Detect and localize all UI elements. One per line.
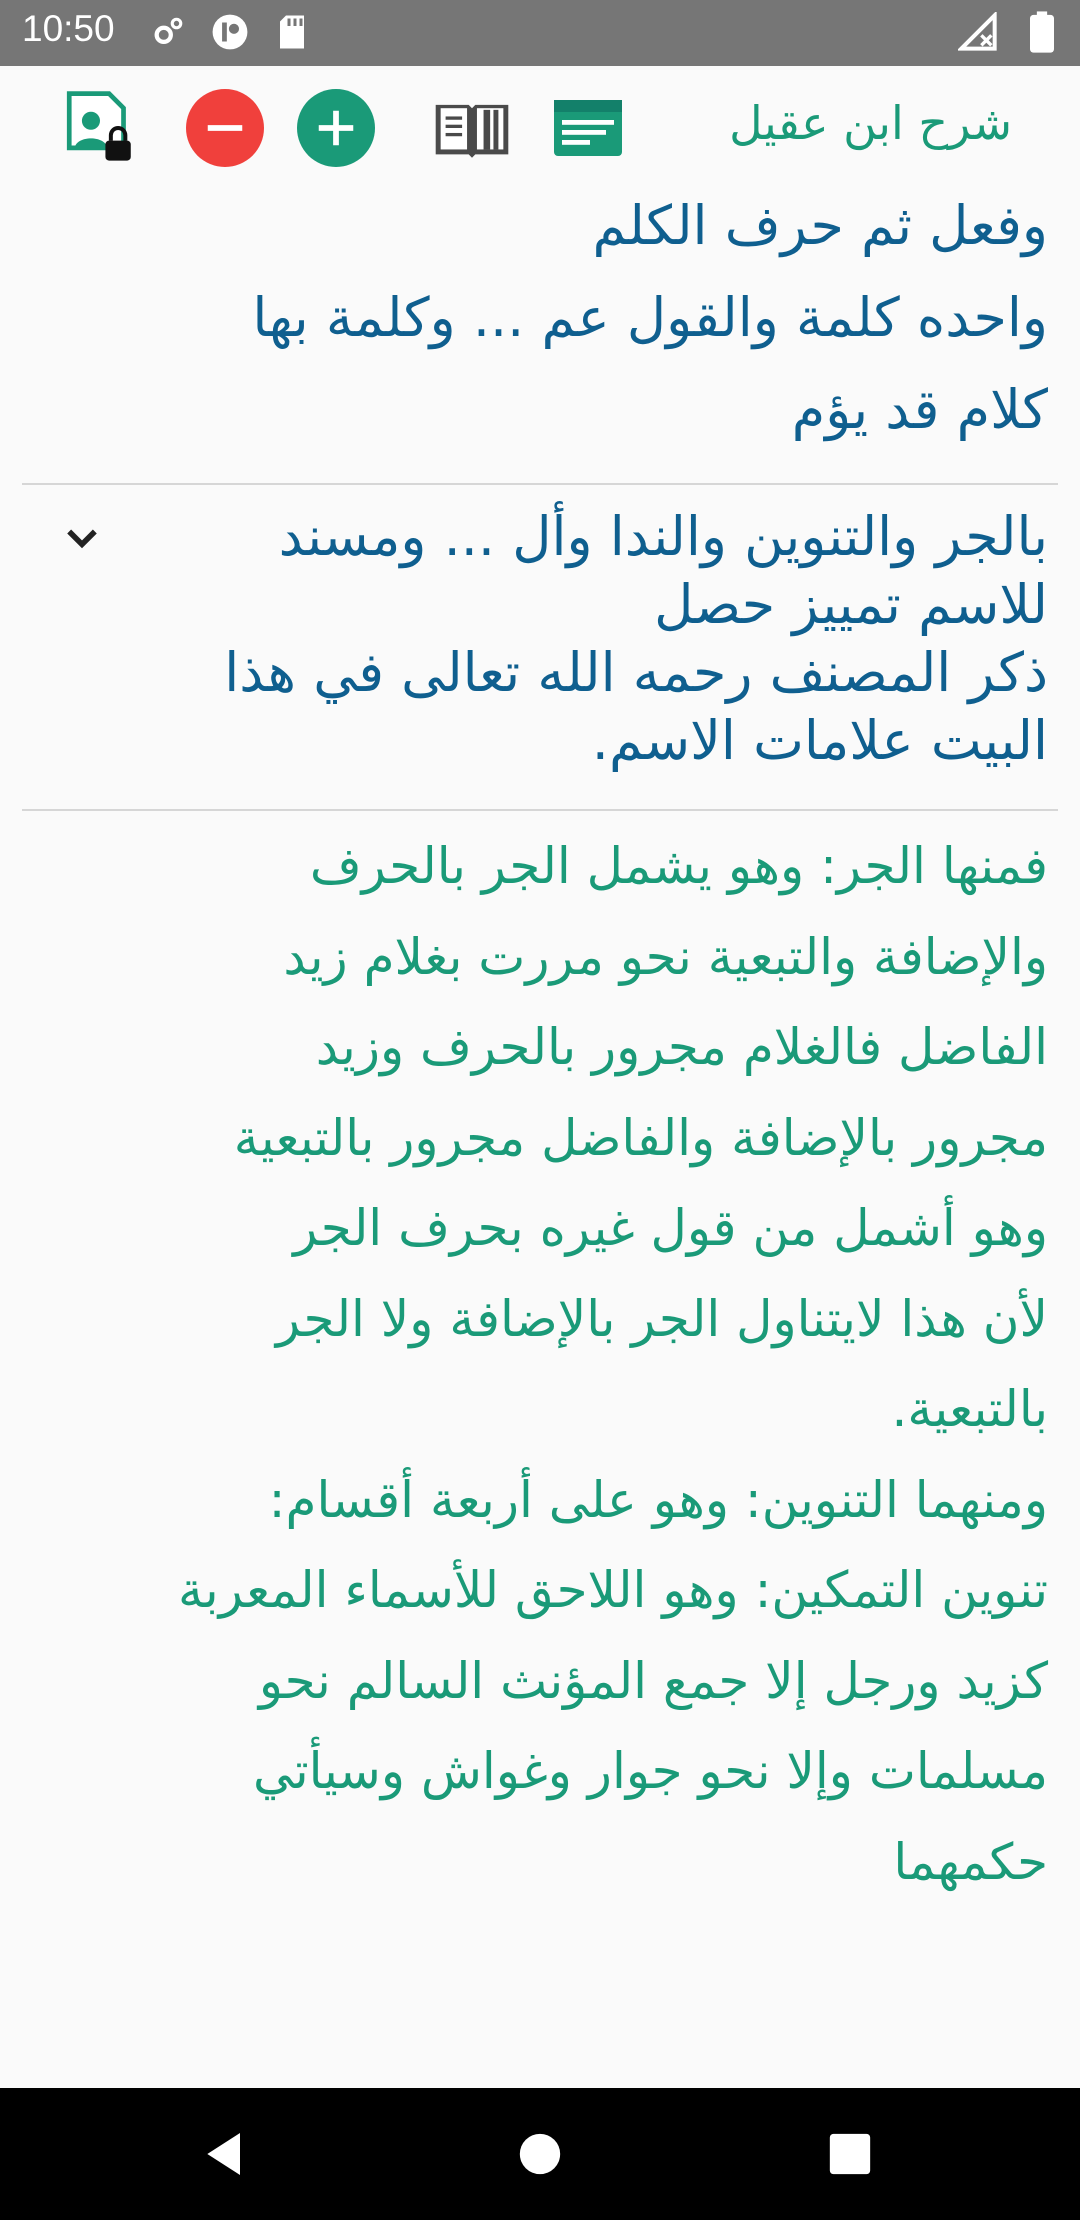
matn-text: بالجر والتنوين والندا وأل ... ومسند للاسم تمييز حصل ذكر المصنف رحمه الله تعالى في هذا البيت علامات الاسم.: [224, 505, 1048, 772]
list-view-icon[interactable]: [550, 96, 626, 160]
signal-icon: [958, 10, 998, 54]
sharh-commentary-block[interactable]: [22, 811, 1058, 1907]
chevron-down-icon[interactable]: [60, 515, 104, 559]
sd-card-icon: [272, 10, 312, 54]
status-bar: [0, 0, 1080, 66]
settings-icon: [148, 10, 188, 54]
account-icon: [210, 10, 250, 54]
reader-content: [22, 180, 1058, 1907]
navigation-bar: [0, 2088, 1080, 2220]
home-button[interactable]: [502, 2116, 578, 2192]
plus-icon: [313, 105, 359, 151]
book-icon[interactable]: [432, 90, 512, 166]
matn-verse-block[interactable]: [22, 485, 1058, 809]
recents-button[interactable]: [812, 2116, 888, 2192]
locked-profile-icon[interactable]: [60, 88, 140, 168]
back-button[interactable]: [188, 2116, 264, 2192]
plus-button[interactable]: [297, 89, 375, 167]
battery-icon: [1022, 10, 1062, 54]
matn-text: وفعل ثم حرف الكلم واحده كلمة والقول عم ... وكلمة بها كلام قد يؤم: [252, 194, 1048, 441]
matn-verse-block[interactable]: [22, 180, 1058, 483]
recents-icon: [828, 2132, 872, 2176]
back-icon: [198, 2126, 254, 2182]
status-time: 10:50: [22, 8, 115, 49]
sharh-text: فمنها الجر: وهو يشمل الجر بالحرف والإضافة والتبعية نحو مررت بغلام زيد الفاضل فالغلام مجرور بالحرف وزيد مجرور بالإضافة والفاضل مجرور بالتبعية وهو أشمل من قول غيره بحرف الجر لأن هذا لايتناول الجر بالإضافة ولا الجر بالتبعية. ومنهما التنوين: وهو على أربعة أقسام: تنوين التمكين: وهو اللاحق للأسماء المعربة كزيد ورجل إلا جمع المؤنث السالم نحو مسلمات وإلا نحو جوار وغواش وسيأتي حكمهما: [178, 837, 1048, 1891]
minus-icon: [202, 105, 248, 151]
toolbar: [0, 66, 1080, 190]
home-icon: [518, 2132, 562, 2176]
app-title: شرح ابن عقيل: [729, 96, 1012, 150]
minus-button[interactable]: [186, 89, 264, 167]
